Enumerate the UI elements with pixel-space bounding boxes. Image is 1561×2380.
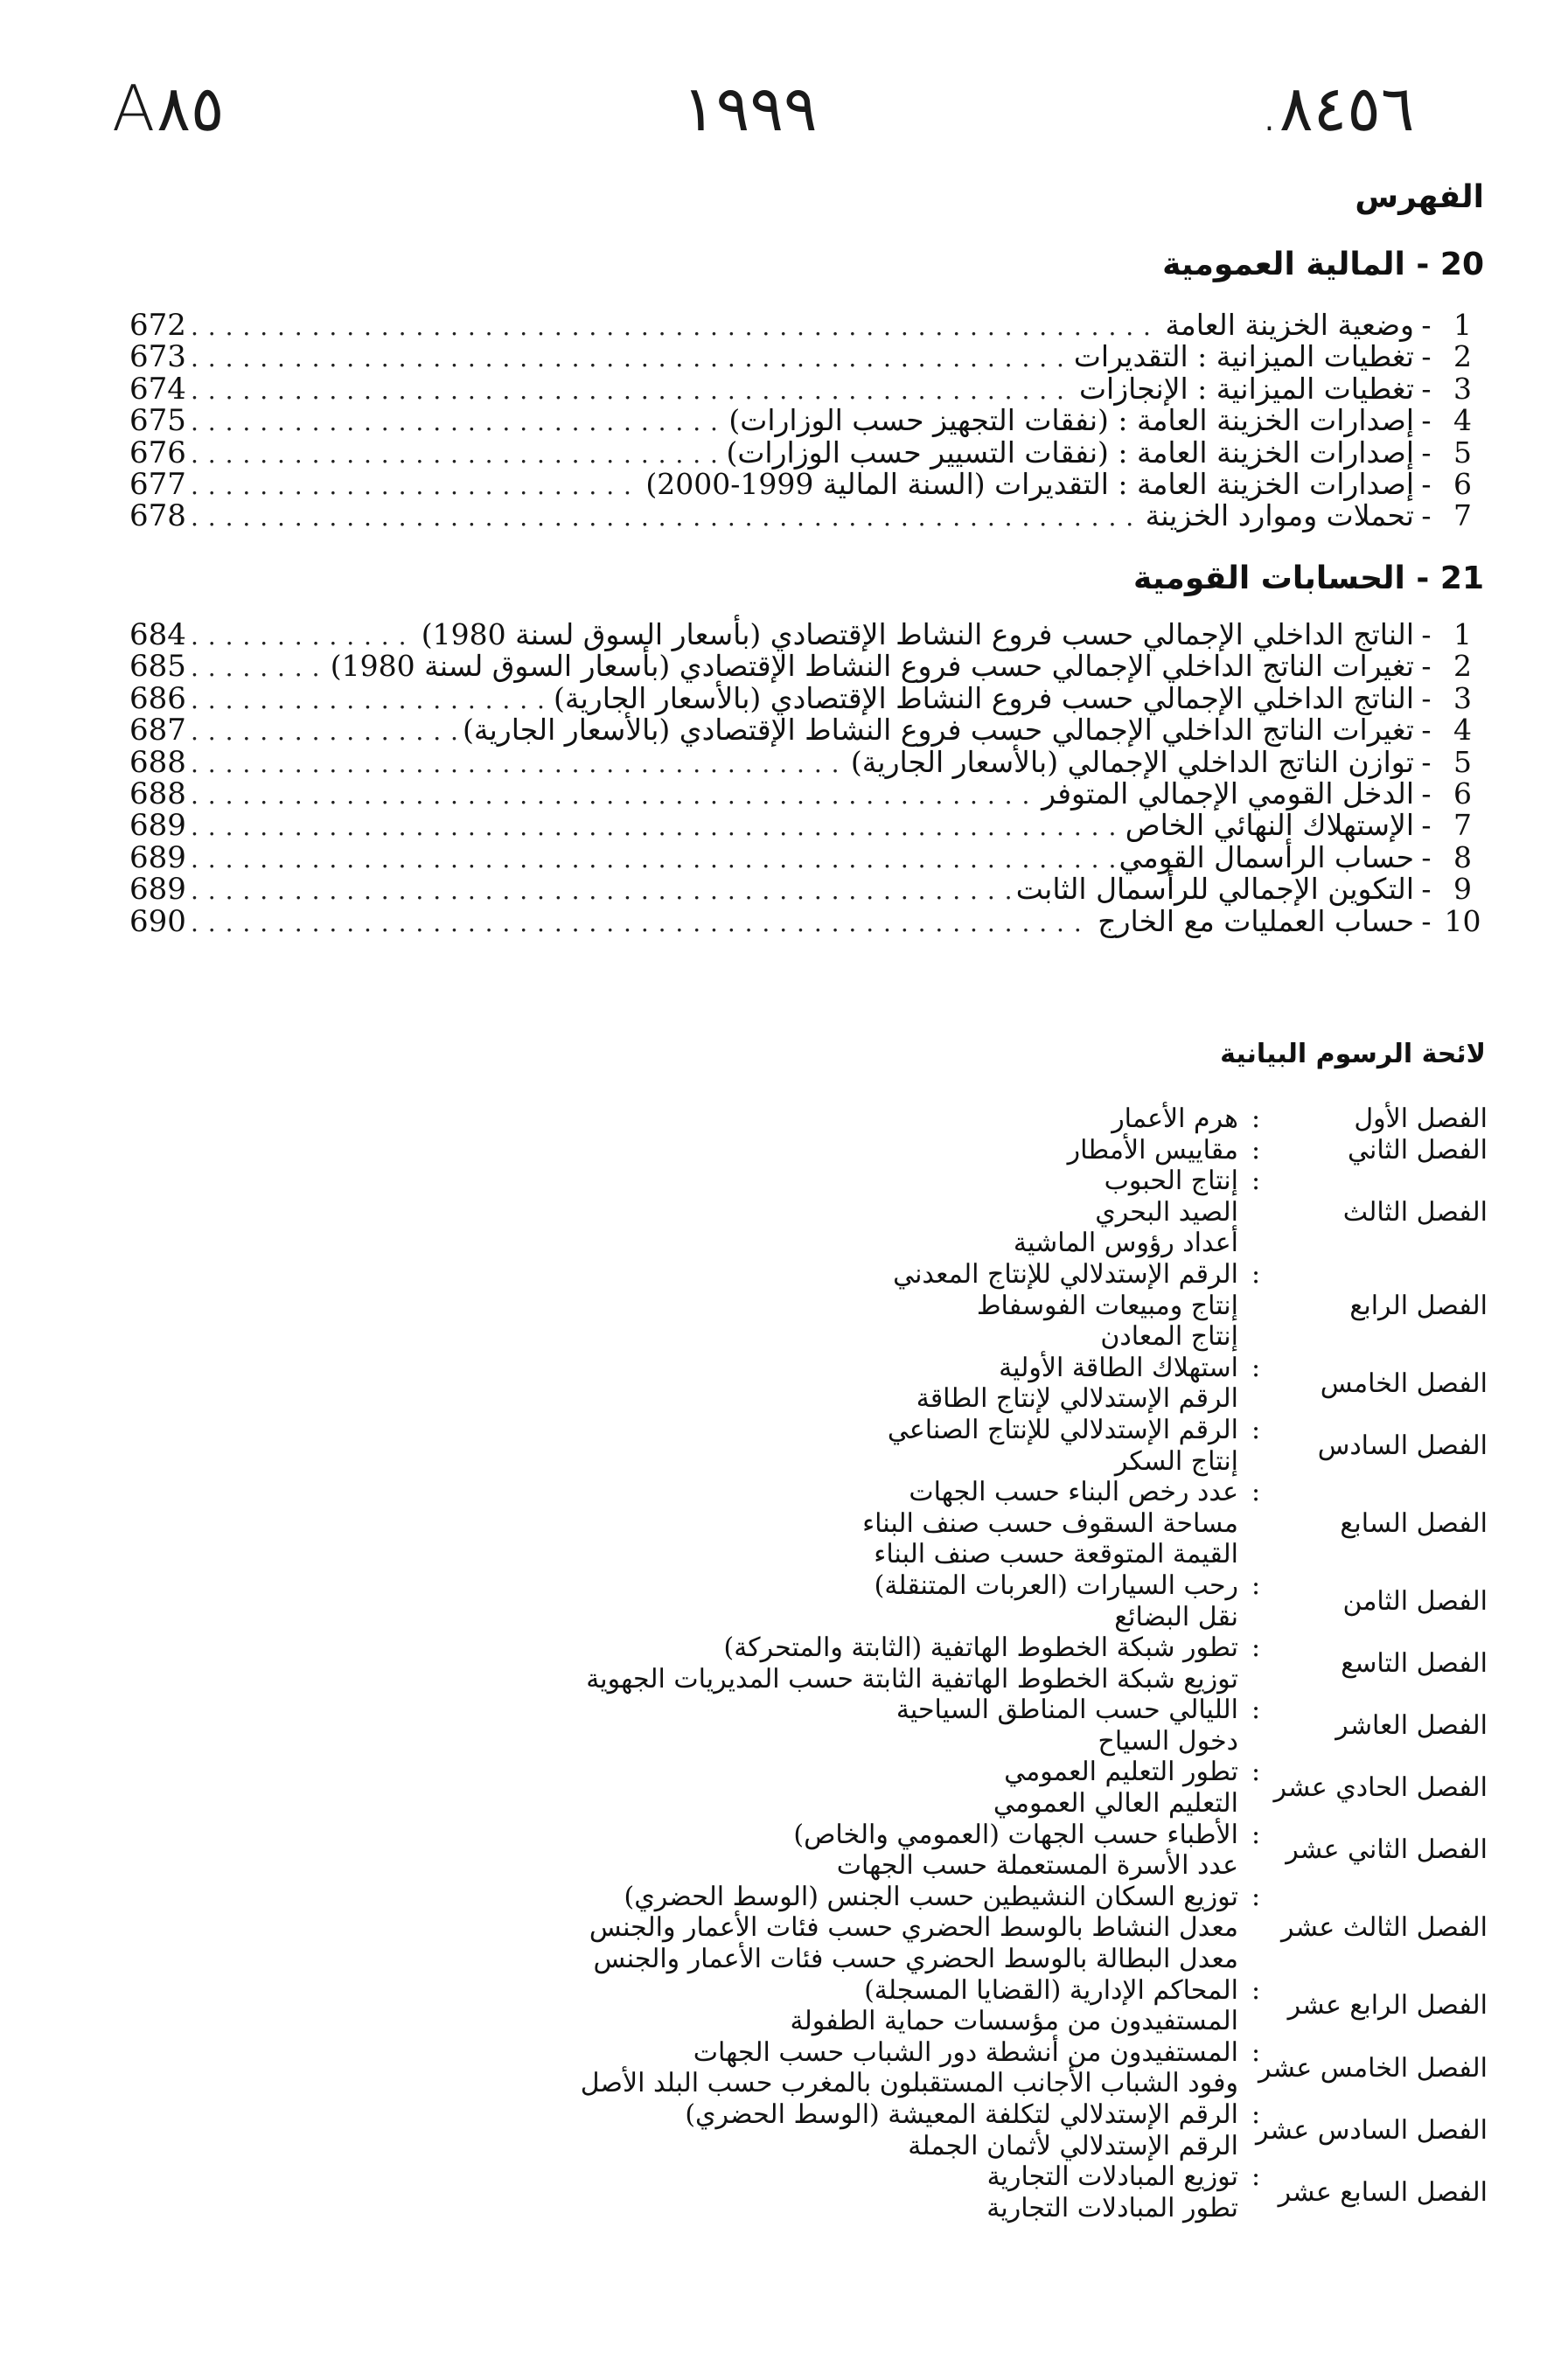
chart-title: إنتاج المعادن	[1100, 1321, 1238, 1353]
toc-entry-dash: -	[1421, 617, 1432, 651]
chapter-label: الفصل الرابع عشر	[1287, 1990, 1488, 2022]
chapter-label: الفصل التاسع	[1341, 1647, 1488, 1679]
toc-entry-number: 1	[1453, 308, 1472, 342]
chart-title: وفود الشباب الأجانب المستقبلون بالمغرب حسب البلد الأصل	[580, 2068, 1238, 2099]
chapter-charts	[263, 1695, 1238, 1757]
chapter-entry	[263, 2037, 1488, 2099]
toc-dot-leader	[191, 748, 846, 780]
chart-title: المحاكم الإدارية (القضايا المسجلة)	[864, 1974, 1238, 2006]
section-21-title: 21 - الحسابات القومية	[1133, 560, 1484, 596]
chart-title: الصيد البحري	[1095, 1196, 1238, 1228]
toc-entry-number: 4	[1453, 403, 1472, 438]
toc-entry-number: 2	[1453, 649, 1472, 684]
chapter-colon: :	[1251, 1258, 1261, 1290]
chart-title: معدل النشاط بالوسط الحضري حسب فئات الأعمار والجنس	[589, 1912, 1238, 1944]
chapter-entry	[263, 1415, 1488, 1477]
toc-entry	[129, 466, 1487, 502]
toc-entry-page: 688	[129, 776, 186, 811]
toc-entry-title: الدخل القومي الإجمالي المتوفر	[1042, 776, 1414, 811]
toc-dot-leader	[191, 439, 721, 470]
chapter-entry	[263, 1166, 1488, 1259]
toc-entry	[129, 649, 1487, 685]
chapter-entry	[263, 1259, 1488, 1353]
chart-title: القيمة المتوقعة حسب صنف البناء	[874, 1539, 1238, 1570]
chapter-colon: :	[1251, 1974, 1261, 2006]
chart-title: إنتاج الحبوب	[1104, 1166, 1238, 1197]
toc-entry	[129, 373, 1487, 405]
chart-title: إنتاج ومبيعات الفوسفاط	[976, 1290, 1238, 1321]
chapter-colon: :	[1251, 1569, 1261, 1601]
toc-entry-number: 3	[1453, 371, 1472, 406]
chapter-charts	[263, 1882, 1238, 1975]
toc-entry-dash: -	[1421, 435, 1432, 470]
chapter-charts	[263, 1259, 1238, 1353]
toc-entry	[129, 778, 1487, 810]
toc-entry	[129, 808, 1487, 844]
chart-title: الرقم الإستدلالي لإنتاج الطاقة	[916, 1383, 1238, 1415]
toc-dot-leader	[191, 844, 1114, 875]
toc-entry	[129, 903, 1487, 939]
toc-entry-page: 673	[129, 339, 186, 375]
chapter-colon: :	[1251, 1414, 1261, 1445]
chapter-label: الفصل السابع عشر	[1278, 2176, 1488, 2208]
toc-entry-page: 676	[129, 435, 186, 470]
chapter-charts	[263, 1570, 1238, 1632]
toc-entry	[129, 714, 1487, 746]
toc-entry-dash: -	[1421, 744, 1432, 779]
chapter-label: الفصل الثاني	[1348, 1134, 1488, 1166]
chart-title: هرم الأعمار	[1112, 1103, 1238, 1134]
toc-entry-page: 677	[129, 466, 186, 502]
toc-entry-dash: -	[1421, 713, 1432, 748]
chart-title: الليالي حسب المناطق السياحية	[895, 1695, 1238, 1726]
chart-title: رحب السيارات (العربات المتنقلة)	[874, 1569, 1238, 1601]
toc-entry-page: 685	[129, 649, 186, 685]
toc-entry-dash: -	[1421, 680, 1432, 715]
chapter-colon: :	[1251, 1352, 1261, 1383]
chapter-colon: :	[1251, 2099, 1261, 2130]
chapter-label: الفصل السادس	[1317, 1430, 1488, 1461]
toc-entry-number: 6	[1453, 776, 1472, 811]
chapter-colon: :	[1251, 1103, 1261, 1134]
toc-entry	[129, 339, 1487, 375]
chapter-charts	[263, 1415, 1238, 1477]
toc-entry-number: 9	[1453, 872, 1472, 907]
chart-title: عدد رخص البناء حسب الجهات	[909, 1477, 1238, 1508]
chart-title: توزيع المبادلات التجارية	[986, 2161, 1238, 2193]
toc-dot-leader	[191, 780, 1036, 811]
chapter-charts	[263, 2037, 1238, 2099]
toc-entry-dash: -	[1421, 903, 1432, 938]
chapter-entry	[263, 1353, 1488, 1415]
toc-entry-dash: -	[1421, 649, 1432, 684]
toc-entry-number: 8	[1453, 839, 1472, 874]
toc-entry-page: 689	[129, 808, 186, 844]
toc-entry-number: 6	[1453, 466, 1472, 501]
chapter-entry	[263, 1820, 1488, 1882]
chapter-charts	[263, 1103, 1238, 1135]
chapter-colon: :	[1251, 1881, 1261, 1912]
chart-title: الرقم الإستدلالي لأثمان الجملة	[908, 2130, 1238, 2161]
chart-title: تطور المبادلات التجارية	[986, 2192, 1238, 2223]
chapter-entry	[263, 2161, 1488, 2223]
toc-entry-title: تغطيات الميزانية : الإنجازات	[1078, 371, 1414, 406]
chapter-entry	[263, 1882, 1488, 1975]
chapter-entry	[263, 1757, 1488, 1819]
chapter-label: الفصل الحادي عشر	[1273, 1772, 1488, 1804]
toc-entry-dash: -	[1421, 466, 1432, 501]
toc-dot-leader	[191, 716, 457, 748]
chapter-label: الفصل الثالث	[1342, 1196, 1488, 1228]
chapter-entry	[263, 1975, 1488, 2037]
toc-entry-number: 7	[1453, 498, 1472, 533]
chapter-label: الفصل السادس عشر	[1255, 2114, 1488, 2146]
toc-entry-dash: -	[1421, 808, 1432, 843]
chapter-charts	[263, 1166, 1238, 1259]
chart-title: دخول السياح	[1098, 1725, 1238, 1757]
toc-entry-dash: -	[1421, 371, 1432, 406]
chapter-colon: :	[1251, 2161, 1261, 2193]
toc-dot-leader	[191, 685, 548, 716]
toc-entry-page: 688	[129, 744, 186, 780]
toc-entry-title: حساب الرأسمال القومي	[1118, 839, 1414, 874]
chapter-colon: :	[1251, 1757, 1261, 1788]
toc-entry-page: 675	[129, 403, 186, 439]
toc-entry-page: 672	[129, 308, 186, 343]
toc-entry-dash: -	[1421, 403, 1432, 438]
toc-entry-page: 686	[129, 680, 186, 716]
chapter-colon: :	[1251, 1819, 1261, 1850]
toc-entry-page: 689	[129, 872, 186, 908]
toc-entry	[129, 437, 1487, 469]
toc-entry-page: 678	[129, 498, 186, 534]
chapter-label: الفصل الثالث عشر	[1281, 1912, 1488, 1944]
toc-dot-leader	[191, 375, 1074, 407]
chart-title: المستفيدون من أنشطة دور الشباب حسب الجهات	[693, 2036, 1238, 2068]
chapter-label: الفصل الخامس عشر	[1258, 2052, 1488, 2084]
index-title: الفهرس	[1355, 179, 1484, 215]
chapter-label: الفصل الثامن	[1342, 1585, 1488, 1617]
toc-entry	[129, 839, 1487, 875]
toc-entry-title: إصدارات الخزينة العامة : التقديرات (السنة المالية 1999-2000)	[645, 466, 1414, 501]
toc-entry-dash: -	[1421, 308, 1432, 342]
toc-entry-title: تغطيات الميزانية : التقديرات	[1073, 339, 1414, 374]
chapter-label: الفصل الرابع	[1349, 1290, 1488, 1321]
chapter-charts	[263, 1353, 1238, 1415]
chart-title: الرقم الإستدلالي للإنتاج المعدني	[893, 1258, 1238, 1290]
toc-entry-dash: -	[1421, 339, 1432, 374]
toc-entry	[129, 500, 1487, 532]
toc-entry-dash: -	[1421, 872, 1432, 907]
chapter-entry	[263, 1632, 1488, 1695]
chapter-entry	[263, 2099, 1488, 2161]
toc-dot-leader	[191, 343, 1069, 374]
toc-dot-leader	[191, 811, 1120, 843]
toc-entry-dash: -	[1421, 498, 1432, 533]
toc-dot-leader	[191, 908, 1092, 939]
chart-title: تطور شبكة الخطوط الهاتفية (الثابتة والمتحركة)	[723, 1632, 1238, 1664]
toc-entry-number: 10	[1444, 903, 1481, 938]
chart-title: تطور التعليم العمومي	[1004, 1757, 1238, 1788]
toc-entry-page: 684	[129, 617, 186, 652]
chapter-colon: :	[1251, 1134, 1261, 1166]
chart-title: توزيع شبكة الخطوط الهاتفية الثابتة حسب المديريات الجهوية	[586, 1663, 1238, 1695]
section-20-title: 20 - المالية العمومية	[1162, 247, 1484, 282]
toc-entry-number: 7	[1453, 808, 1472, 843]
toc-entry	[129, 744, 1487, 780]
chart-title: الأطباء حسب الجهات (العمومي والخاص)	[793, 1819, 1238, 1850]
toc-entry-title: التكوين الإجمالي للرأسمال الثابت	[1015, 872, 1414, 907]
toc-entry-page: 687	[129, 713, 186, 748]
toc-entry	[129, 680, 1487, 716]
chapter-charts	[263, 1820, 1238, 1882]
toc-entry-page: 690	[129, 903, 186, 939]
chapter-entry	[263, 1103, 1488, 1135]
chart-title: مساحة السقوف حسب صنف البناء	[862, 1507, 1238, 1539]
chart-title: التعليم العالي العمومي	[993, 1788, 1238, 1820]
chart-title: نقل البضائع	[1114, 1601, 1238, 1632]
toc-entry-title: تحملات وموارد الخزينة	[1145, 498, 1414, 533]
chapter-entry	[263, 1570, 1488, 1632]
toc-entry-title: الإستهلاك النهائي الخاص	[1125, 808, 1414, 843]
toc-entry-title: توازن الناتج الداخلي الإجمالي (بالأسعار الجارية)	[850, 744, 1414, 779]
chapter-colon: :	[1251, 1477, 1261, 1508]
section-20-toc	[129, 310, 1487, 532]
chapter-entry	[263, 1477, 1488, 1570]
toc-entry-title: إصدارات الخزينة العامة : (نفقات التسيير حسب الوزارات)	[726, 435, 1414, 470]
chart-title: استهلاك الطاقة الأولية	[999, 1352, 1238, 1383]
chapter-charts	[263, 2161, 1238, 2223]
toc-dot-leader	[191, 470, 640, 502]
chapter-charts	[263, 1632, 1238, 1695]
toc-entry-number: 2	[1453, 339, 1472, 374]
chapter-charts	[263, 2099, 1238, 2161]
toc-entry-title: حساب العمليات مع الخارج	[1098, 903, 1414, 938]
toc-dot-leader	[191, 621, 416, 652]
chart-title: معدل البطالة بالوسط الحضري حسب فئات الأعمار والجنس	[593, 1944, 1238, 1975]
chart-title: إنتاج السكر	[1114, 1445, 1238, 1477]
chapter-entry	[263, 1695, 1488, 1757]
chapter-entry	[263, 1135, 1488, 1166]
toc-entry-page: 689	[129, 839, 186, 875]
toc-dot-leader	[191, 407, 723, 438]
chapter-colon: :	[1251, 1166, 1261, 1197]
toc-entry-title: وضعية الخزينة العامة	[1165, 308, 1414, 342]
chart-title: الرقم الإستدلالي لتكلفة المعيشة (الوسط الحضري)	[685, 2099, 1238, 2130]
toc-dot-leader	[191, 652, 325, 684]
chapter-charts	[263, 1135, 1238, 1166]
toc-entry	[129, 872, 1487, 908]
handwritten-note-right: ٨٤٥٦.	[1259, 72, 1415, 145]
chapter-label: الفصل السابع	[1340, 1507, 1488, 1539]
toc-entry-dash: -	[1421, 776, 1432, 811]
chapter-charts	[263, 1975, 1238, 2037]
toc-entry-number: 5	[1453, 744, 1472, 779]
toc-entry-page: 674	[129, 371, 186, 407]
toc-entry-title: الناتج الداخلي الإجمالي حسب فروع النشاط الإقتصادي (بالأسعار الجارية)	[554, 680, 1414, 715]
toc-entry-dash: -	[1421, 839, 1432, 874]
chapter-colon: :	[1251, 1695, 1261, 1726]
chapter-charts	[263, 1477, 1238, 1570]
handwritten-note-year: ١٩٩٩	[682, 72, 818, 145]
chapter-colon: :	[1251, 1632, 1261, 1664]
toc-dot-leader	[191, 311, 1160, 343]
chapter-label: الفصل الثاني عشر	[1286, 1834, 1488, 1866]
chapter-label: الفصل العاشر	[1335, 1710, 1488, 1742]
chart-title: مقاييس الأمطار	[1067, 1134, 1238, 1166]
chart-title: الرقم الإستدلالي للإنتاج الصناعي	[887, 1414, 1238, 1445]
toc-entry	[129, 619, 1487, 651]
toc-entry-number: 3	[1453, 680, 1472, 715]
chapter-label: الفصل الخامس	[1320, 1367, 1488, 1399]
toc-entry-title: إصدارات الخزينة العامة : (نفقات التجهيز حسب الوزارات)	[728, 403, 1414, 438]
charts-list-title: لائحة الرسوم البيانية	[1220, 1039, 1486, 1069]
section-21-toc	[129, 619, 1487, 937]
chapter-colon: :	[1251, 2036, 1261, 2068]
toc-entry-title: الناتج الداخلي الإجمالي حسب فروع النشاط الإقتصادي (بأسعار السوق لسنة 1980)	[421, 617, 1414, 651]
toc-entry	[129, 403, 1487, 439]
toc-entry	[129, 310, 1487, 341]
toc-entry-title: تغيرات الناتج الداخلي الإجمالي حسب فروع النشاط الإقتصادي (بالأسعار الجارية)	[463, 713, 1414, 748]
chart-title: عدد الأسرة المستعملة حسب الجهات	[836, 1850, 1238, 1882]
toc-entry-number: 4	[1453, 713, 1472, 748]
charts-list	[263, 1103, 1488, 2223]
toc-entry-title: تغيرات الناتج الداخلي الإجمالي حسب فروع النشاط الإقتصادي (بأسعار السوق لسنة 1980)	[330, 649, 1414, 684]
chart-title: توزيع السكان النشيطين حسب الجنس (الوسط الحضري)	[624, 1881, 1238, 1912]
chart-title: أعداد رؤوس الماشية	[1013, 1228, 1238, 1259]
chapter-charts	[263, 1757, 1238, 1819]
handwritten-note-left: A٨٥	[112, 72, 225, 145]
toc-entry-number: 5	[1453, 435, 1472, 470]
chart-title: المستفيدون من مؤسسات حماية الطفولة	[790, 2006, 1238, 2037]
toc-entry-number: 1	[1453, 617, 1472, 651]
toc-dot-leader	[191, 875, 1011, 907]
toc-dot-leader	[191, 502, 1140, 533]
chapter-label: الفصل الأول	[1354, 1103, 1488, 1134]
